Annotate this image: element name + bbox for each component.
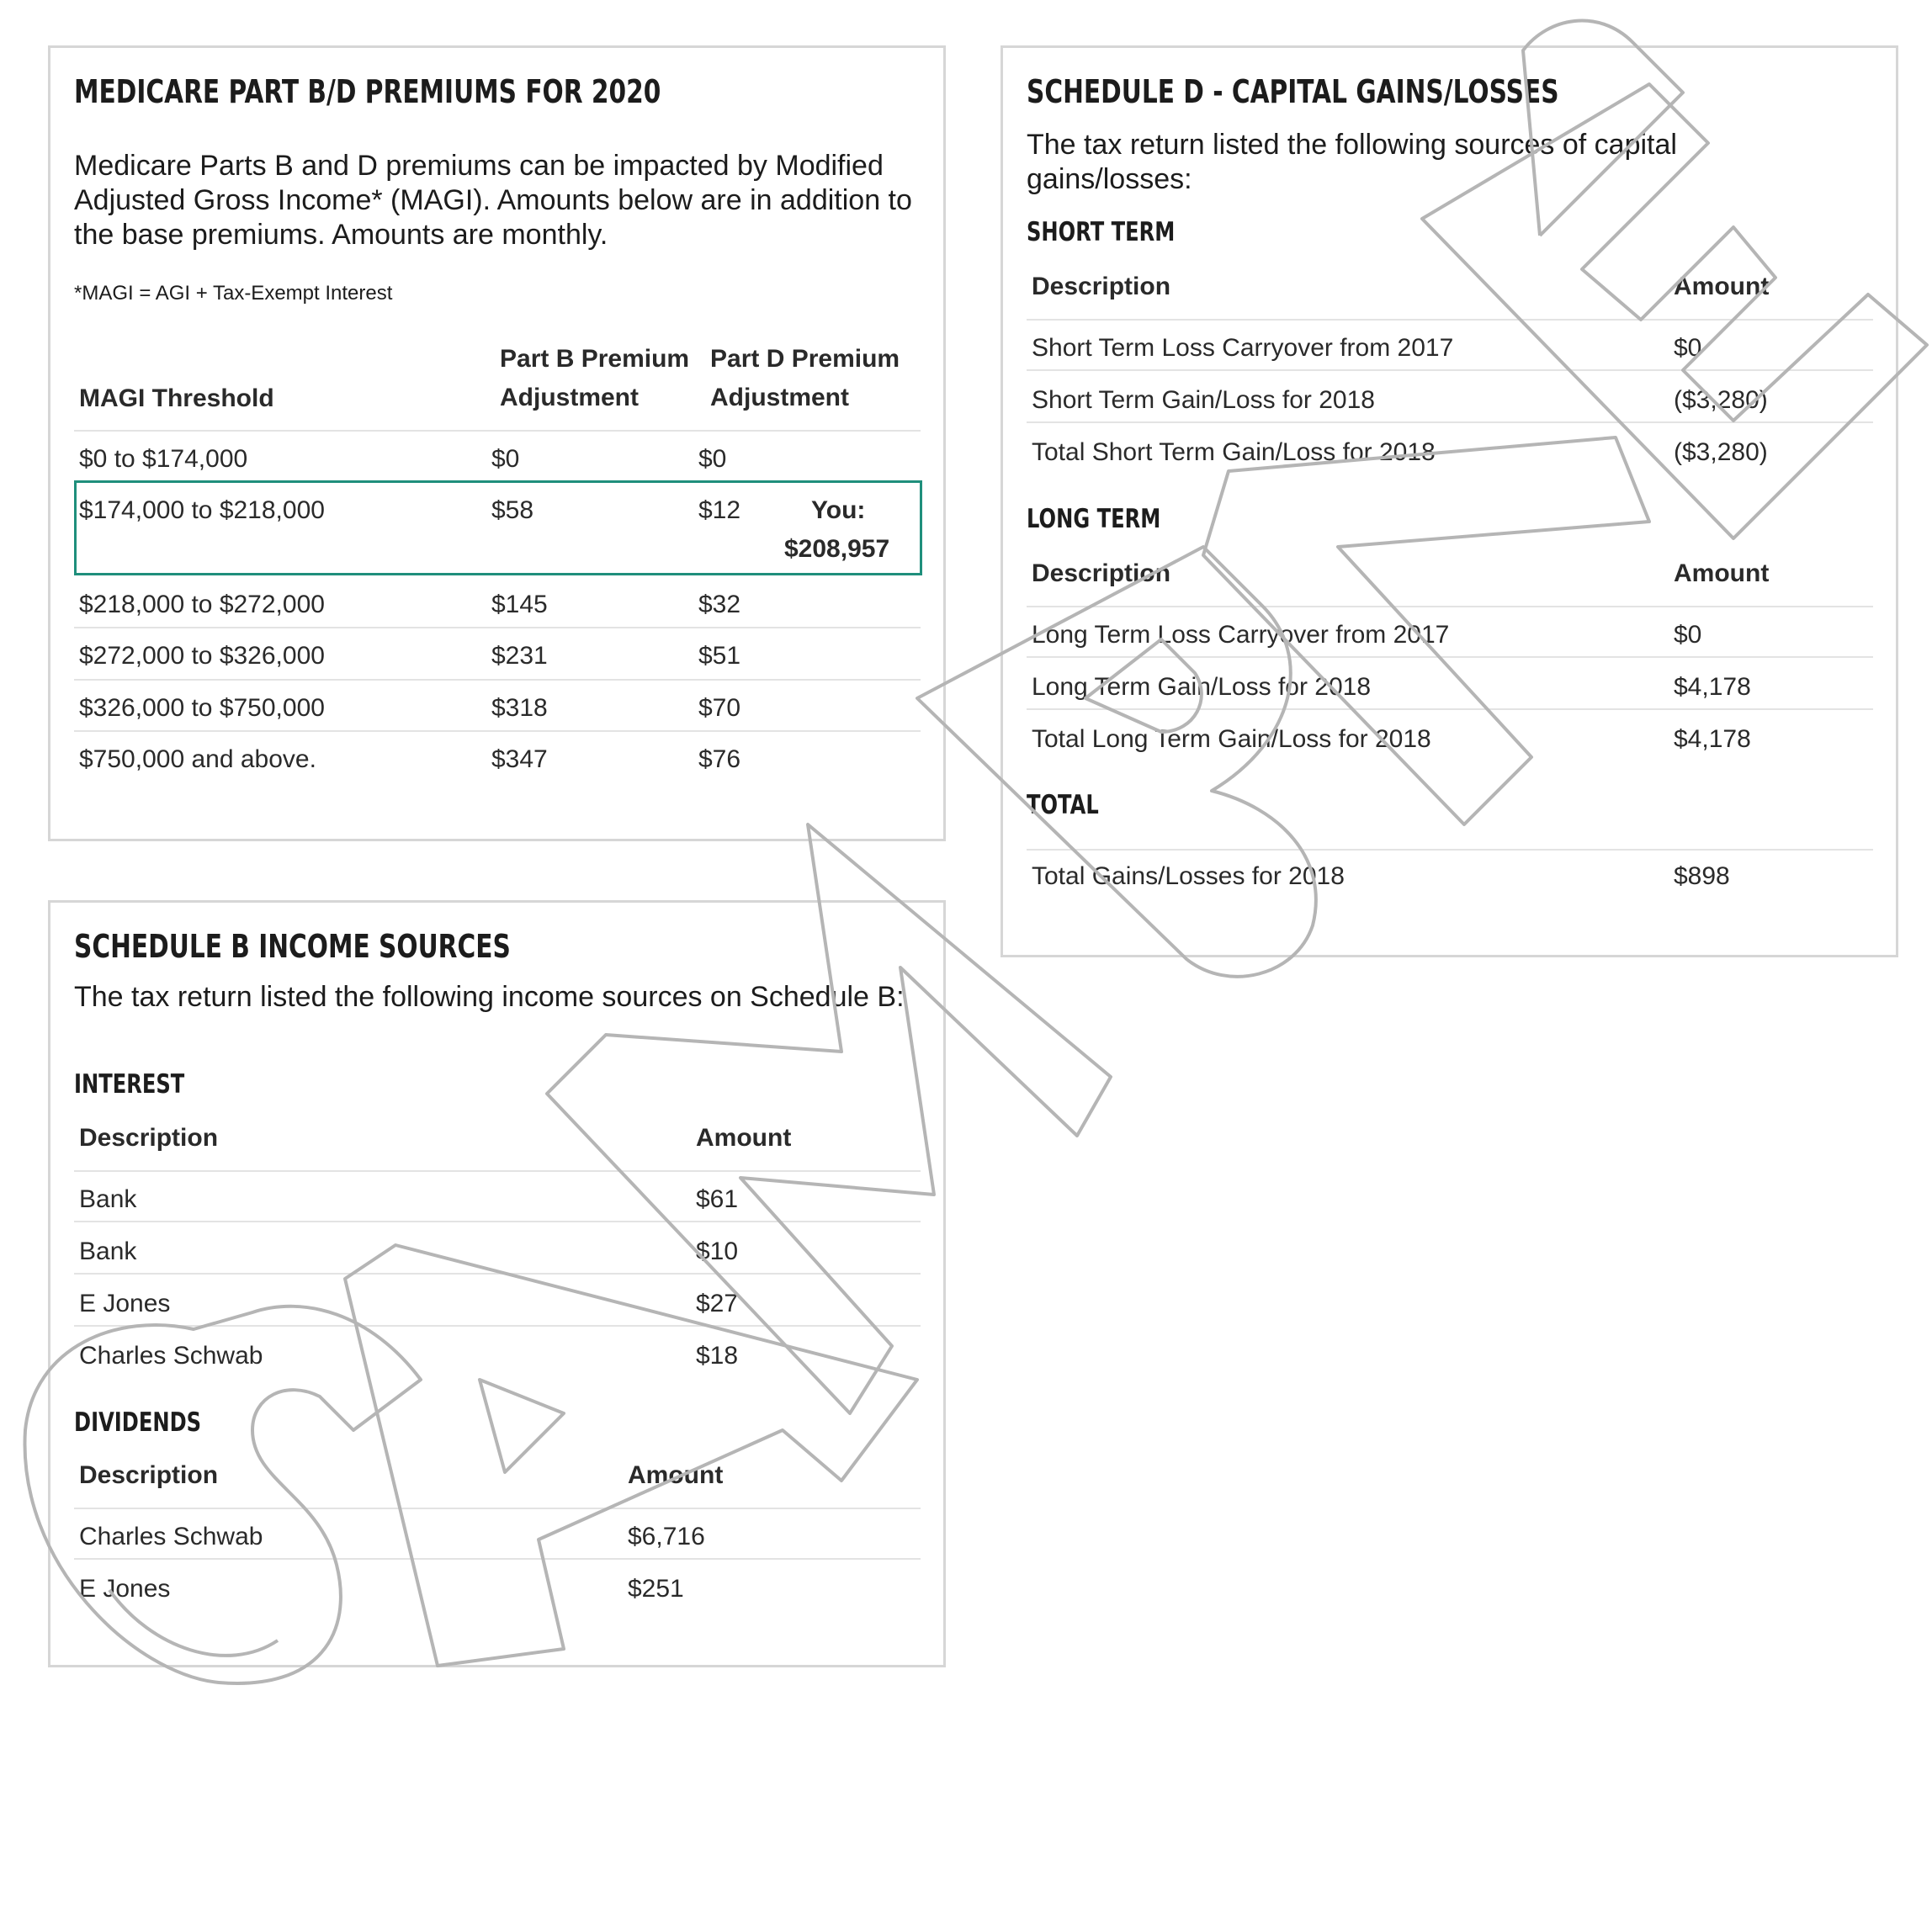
dividend-row-amount: $251: [628, 1575, 684, 1603]
schedule-b-intro-text: The tax return listed the following income sources on Schedule B:: [74, 981, 905, 1013]
medicare-card-title: MEDICARE PART B/D PREMIUMS FOR 2020: [74, 73, 661, 110]
medicare-premiums-card: [48, 45, 946, 841]
long-term-row-amount: $4,178: [1674, 673, 1751, 701]
schedule-d-intro-text: The tax return listed the following sources of capital gains/losses:: [1027, 129, 1677, 195]
long-term-row-amount: $0: [1674, 621, 1702, 649]
short-term-row-description: Total Short Term Gain/Loss for 2018: [1032, 438, 1436, 466]
short-term-header-description: Description: [1032, 273, 1171, 300]
magi-footnote: *MAGI = AGI + Tax-Exempt Interest: [74, 282, 393, 305]
interest-header-divider: [74, 1170, 921, 1172]
dividend-row-description: E Jones: [79, 1575, 171, 1603]
premium-bracket-threshold: $0 to $174,000: [79, 445, 248, 473]
long-term-row-description: Long Term Gain/Loss for 2018: [1032, 673, 1372, 701]
interest-row-description: Bank: [79, 1185, 137, 1213]
interest-row-amount: $18: [696, 1342, 739, 1370]
premium-bracket-threshold: $272,000 to $326,000: [79, 642, 325, 670]
header-magi-threshold: MAGI Threshold: [79, 384, 274, 412]
long-term-header-divider: [1027, 606, 1873, 607]
total-top-divider: [1027, 849, 1873, 851]
premium-bracket-part-b: $231: [491, 642, 548, 670]
premium-bracket-part-b: $145: [491, 591, 548, 618]
interest-row-amount: $10: [696, 1238, 739, 1265]
premium-bracket-part-b: $347: [491, 745, 548, 773]
row-divider: [74, 679, 921, 681]
interest-row-description: Charles Schwab: [79, 1342, 263, 1370]
interest-section-title: INTEREST: [74, 1069, 185, 1100]
row-divider: [1027, 656, 1873, 658]
short-term-section-title: SHORT TERM: [1027, 217, 1176, 247]
dividends-header-amount: Amount: [628, 1461, 724, 1489]
long-term-row-description: Long Term Loss Carryover from 2017: [1032, 621, 1450, 649]
row-divider: [74, 1558, 921, 1560]
premium-bracket-part-d: $51: [698, 642, 741, 670]
medicare-intro-text: Medicare Parts B and D premiums can be impacted by Modified Adjusted Gross Income* (MAGI). Amounts below are in addition to the base premiums. Amounts are monthly.: [74, 150, 912, 251]
row-divider: [74, 627, 921, 628]
header-part-b-adjustment: Part B Premium Adjustment: [500, 345, 690, 411]
premium-bracket-part-b: $58: [491, 496, 534, 524]
dividend-row-amount: $6,716: [628, 1523, 705, 1550]
long-term-row-amount: $4,178: [1674, 725, 1751, 753]
dividend-row-description: Charles Schwab: [79, 1523, 263, 1550]
long-term-row-description: Total Long Term Gain/Loss for 2018: [1032, 725, 1431, 753]
total-section-title: TOTAL: [1027, 790, 1099, 820]
interest-header-description: Description: [79, 1124, 219, 1152]
interest-row-amount: $61: [696, 1185, 739, 1213]
short-term-header-amount: Amount: [1674, 273, 1770, 300]
interest-header-amount: Amount: [696, 1124, 792, 1152]
premium-bracket-part-d: $70: [698, 694, 741, 722]
short-term-row-amount: $0: [1674, 334, 1702, 362]
premium-bracket-threshold: $326,000 to $750,000: [79, 694, 325, 722]
schedule-d-card: [1000, 45, 1898, 957]
table-header-divider: [74, 430, 921, 432]
premium-bracket-part-d: $0: [698, 445, 727, 473]
total-row-amount: $898: [1674, 862, 1730, 890]
you-label: You:: [811, 496, 866, 524]
long-term-header-amount: Amount: [1674, 559, 1770, 587]
header-part-d-adjustment: Part D Premium Adjustment: [710, 345, 900, 411]
premium-bracket-part-d: $12: [698, 496, 741, 524]
row-divider: [1027, 708, 1873, 710]
premium-bracket-threshold: $218,000 to $272,000: [79, 591, 325, 618]
short-term-row-description: Short Term Gain/Loss for 2018: [1032, 386, 1375, 414]
row-divider: [74, 1325, 921, 1327]
dividends-header-description: Description: [79, 1461, 219, 1489]
total-row-description: Total Gains/Losses for 2018: [1032, 862, 1345, 890]
interest-row-description: Bank: [79, 1238, 137, 1265]
schedule-d-card-title: SCHEDULE D - CAPITAL GAINS/LOSSES: [1027, 73, 1559, 110]
row-divider: [74, 730, 921, 732]
interest-row-amount: $27: [696, 1290, 739, 1317]
you-magi-value: $208,957: [784, 535, 890, 563]
schedule-b-card: [48, 900, 946, 1667]
long-term-header-description: Description: [1032, 559, 1171, 587]
row-divider: [1027, 369, 1873, 371]
premium-bracket-threshold: $750,000 and above.: [79, 745, 316, 773]
row-divider: [74, 1221, 921, 1222]
dividends-section-title: DIVIDENDS: [74, 1407, 202, 1438]
row-divider: [1027, 421, 1873, 423]
premium-bracket-part-d: $76: [698, 745, 741, 773]
long-term-section-title: LONG TERM: [1027, 504, 1161, 534]
premium-bracket-threshold: $174,000 to $218,000: [79, 496, 325, 524]
premium-bracket-part-b: $318: [491, 694, 548, 722]
short-term-row-amount: ($3,280): [1674, 386, 1768, 414]
premium-bracket-part-b: $0: [491, 445, 520, 473]
short-term-row-amount: ($3,280): [1674, 438, 1768, 466]
short-term-header-divider: [1027, 319, 1873, 321]
short-term-row-description: Short Term Loss Carryover from 2017: [1032, 334, 1454, 362]
interest-row-description: E Jones: [79, 1290, 171, 1317]
schedule-b-card-title: SCHEDULE B INCOME SOURCES: [74, 928, 511, 965]
dividends-header-divider: [74, 1508, 921, 1509]
row-divider: [74, 1273, 921, 1275]
premium-bracket-part-d: $32: [698, 591, 741, 618]
